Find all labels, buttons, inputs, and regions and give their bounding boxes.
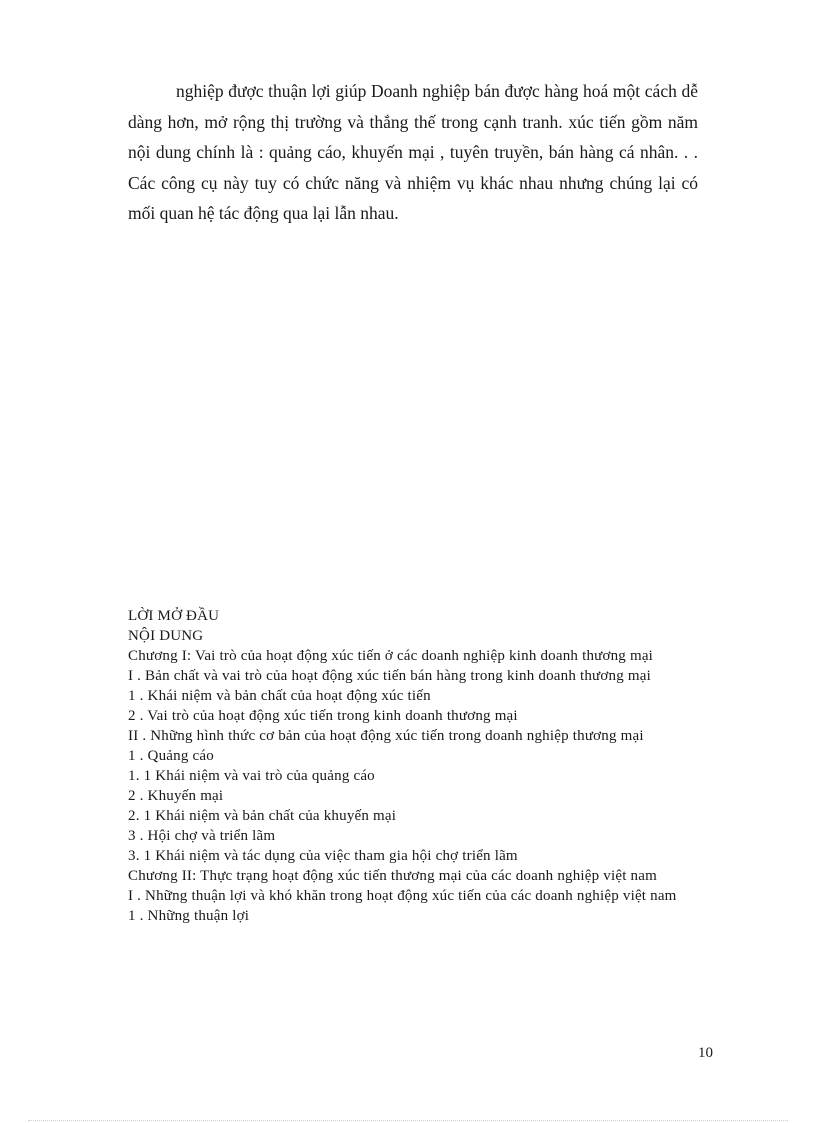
page-number: 10 bbox=[698, 1045, 713, 1061]
toc-entry: I . Những thuận lợi và khó khăn trong hoạt động xúc tiến của các doanh nghiệp việt nam bbox=[128, 888, 677, 904]
toc-entry: 1 . Quảng cáo bbox=[128, 748, 214, 764]
toc-entry: 3. 1 Khái niệm và tác dụng của việc tham gia hội chợ triển lãm bbox=[128, 848, 518, 864]
toc-entry: Chương II: Thực trạng hoạt động xúc tiến thương mại của các doanh nghiệp việt nam bbox=[128, 868, 657, 884]
toc-entry: 2 . Khuyến mại bbox=[128, 788, 224, 804]
toc-entry: 1 . Khái niệm và bản chất của hoạt động xúc tiến bbox=[128, 688, 431, 704]
toc-entry: 3 . Hội chợ và triển lãm bbox=[128, 828, 276, 844]
toc-entry: 1 . Những thuận lợi bbox=[128, 908, 250, 924]
toc-entry: 1. 1 Khái niệm và vai trò của quảng cáo bbox=[128, 768, 375, 784]
table-of-contents bbox=[128, 606, 708, 926]
toc-entry: II . Những hình thức cơ bản của hoạt động xúc tiến trong doanh nghiệp thương mại bbox=[128, 728, 644, 744]
toc-entry: LỜI MỞ ĐẦU bbox=[128, 608, 220, 624]
toc-entry: 2. 1 Khái niệm và bản chất của khuyến mại bbox=[128, 808, 397, 824]
toc-entry: 2 . Vai trò của hoạt động xúc tiến trong kinh doanh thương mại bbox=[128, 708, 518, 724]
page-bottom-divider bbox=[28, 1120, 788, 1121]
toc-entry: NỘI DUNG bbox=[128, 628, 204, 644]
body-paragraph: nghiệp được thuận lợi giúp Doanh nghiệp bán được hàng hoá một cách dễ dàng hơn, mở rộng thị trường và thắng thế trong cạnh tranh. xúc tiến gồm năm nội dung chính là : quảng cáo, khuyến mại , tuyên truyền, bán hàng cá nhân. . . Các công cụ này tuy có chức năng và nhiệm vụ khác nhau nhưng chúng lại có mối quan hệ tác động qua lại lẫn nhau. bbox=[128, 81, 698, 223]
toc-entry: Chương I: Vai trò của hoạt động xúc tiến ở các doanh nghiệp kinh doanh thương mại bbox=[128, 648, 654, 664]
toc-entry: I . Bản chất và vai trò của hoạt động xúc tiến bán hàng trong kinh doanh thương mại bbox=[128, 668, 651, 684]
